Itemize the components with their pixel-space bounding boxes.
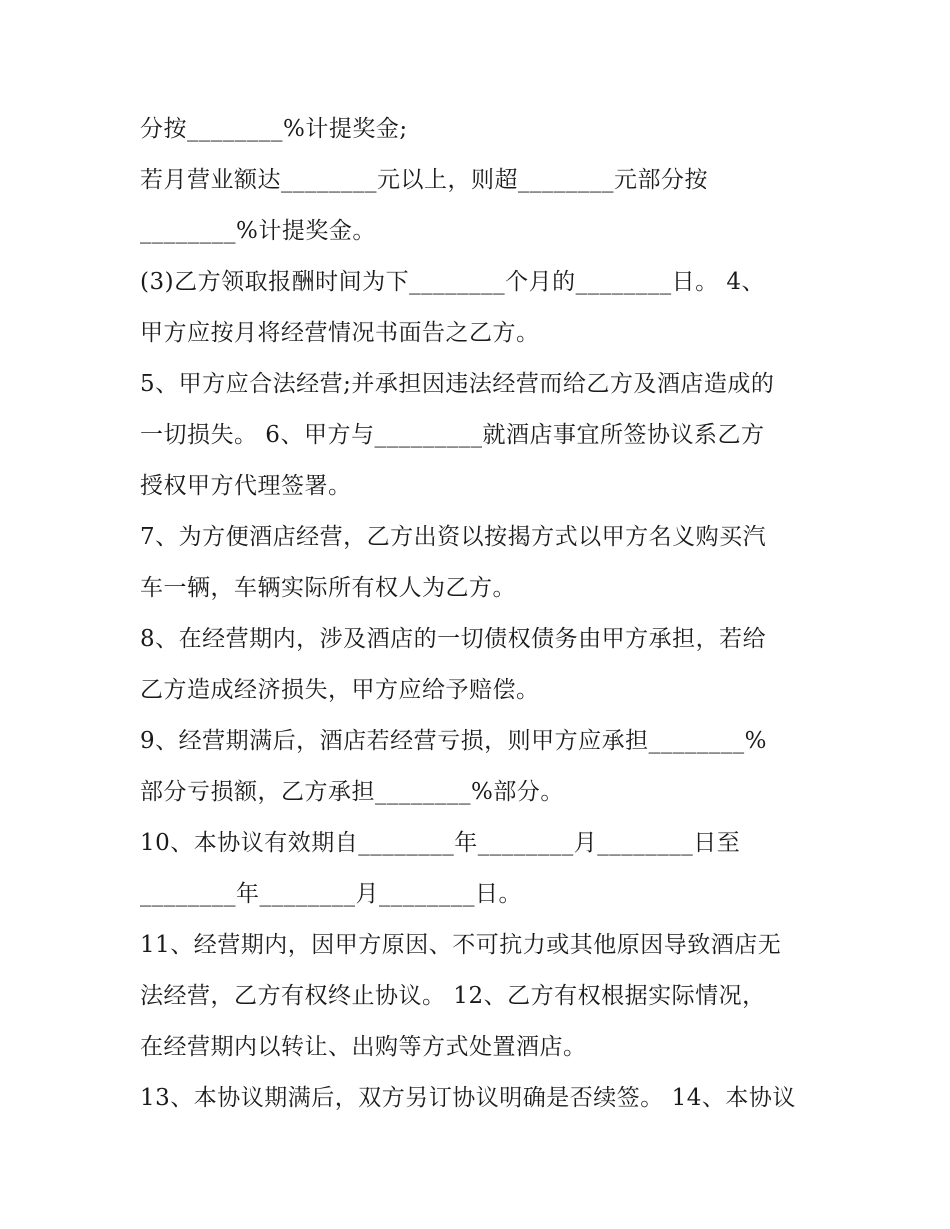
text-line: 在经营期内以转让、出购等方式处置酒店。: [140, 1034, 587, 1060]
text-line: 分按________%计提奖金;: [140, 116, 408, 142]
text-line: 13、本协议期满后，双方另订协议明确是否续签。 14、本协议: [140, 1085, 796, 1111]
text-line: 一切损失。 6、甲方与_________就酒店事宜所签协议系乙方: [140, 422, 765, 448]
text-line: 部分亏损额，乙方承担________%部分。: [140, 779, 564, 805]
text-line: 10、本协议有效期自________年________月________日至: [140, 830, 741, 856]
text-line: 若月营业额达________元以上，则超________元部分按: [140, 167, 708, 193]
text-line: 甲方应按月将经营情况书面告之乙方。: [140, 320, 540, 346]
text-line: ________%计提奖金。: [140, 218, 376, 244]
text-line: 车一辆，车辆实际所有权人为乙方。: [140, 575, 516, 601]
text-line: 8、在经营期内，涉及酒店的一切债权债务由甲方承担，若给: [140, 626, 767, 652]
text-line: 5、甲方应合法经营;并承担因违法经营而给乙方及酒店造成的: [140, 371, 775, 397]
text-line: 7、为方便酒店经营，乙方出资以按揭方式以甲方名义购买汽: [140, 524, 767, 550]
text-line: (3)乙方领取报酬时间为下________个月的________日。 4、: [140, 269, 766, 295]
text-line: 9、经营期满后，酒店若经营亏损，则甲方应承担________%: [140, 728, 767, 754]
text-line: 授权甲方代理签署。: [140, 473, 352, 499]
text-line: ________年________月________日。: [140, 881, 522, 907]
text-line: 乙方造成经济损失，甲方应给予赔偿。: [140, 677, 540, 703]
text-line: 法经营，乙方有权终止协议。 12、乙方有权根据实际情况，: [140, 983, 766, 1009]
text-line: 11、经营期内，因甲方原因、不可抗力或其他原因导致酒店无: [140, 932, 782, 958]
